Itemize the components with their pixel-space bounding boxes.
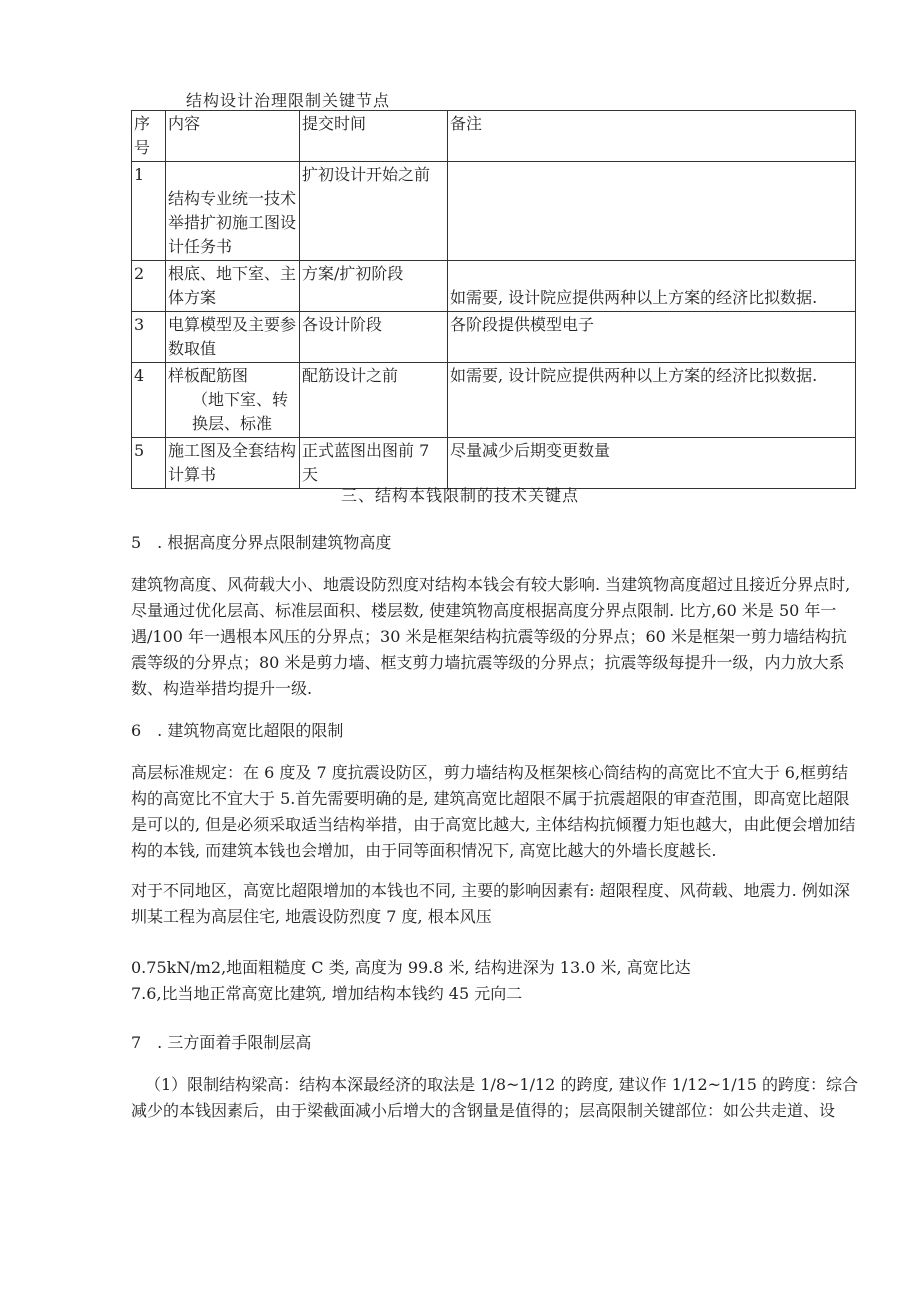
table-row [132,312,856,363]
heading-7: 7 . 三方面着手限制层高 [131,1033,312,1052]
row-content: 样板配筋图 （地下室、转换层、标准 [166,363,300,438]
row-content: 电算模型及主要参数取值 [166,312,300,363]
row-number: 2 [132,261,166,312]
row-time: 方案/扩初阶段 [300,261,448,312]
paragraph-5: 建筑物高度、风荷载大小、地震设防烈度对结构本钱会有较大影响. 当建筑物高度超过且接近分界点时, 尽量通过优化层高、标准层面积、楼层数, 使建筑物高度根据高度分界点限制. 比方,60 米是 50 年一遇/100 年一遇根本风压的分界点；30 米是框架结构抗震等级的分界点；60 米是框架一剪力墙结构抗震等级的分界点；80 米是剪力墙、框支剪力墙抗震等级的分界点；抗震等级每提升一级，内力放大系数、构造举措均提升一级. [131,575,851,698]
row-time: 正式蓝图出图前 7 天 [300,438,448,489]
row-number: 4 [132,363,166,438]
row-note [448,162,856,261]
row-time: 各设计阶段 [300,312,448,363]
table-title: 结构设计治理限制关键节点 [186,91,391,110]
section-title: 三、结构本钱限制的技术关键点 [340,486,579,505]
table-row [132,438,856,489]
key-node-table [131,110,856,489]
row-time: 扩初设计开始之前 [300,162,448,261]
table-header-row [132,111,856,162]
heading-6: 6 . 建筑物高宽比超限的限制 [131,721,344,740]
header-cell: 提交时间 [300,111,448,162]
heading-5: 5 . 根据高度分界点限制建筑物高度 [131,533,392,552]
row-note: 各阶段提供模型电子 [448,312,856,363]
row-note: 如需要, 设计院应提供两种以上方案的经济比拟数据. [448,261,856,312]
row-content: 施工图及全套结构计算书 [166,438,300,489]
paragraph-6a: 高层标准规定：在 6 度及 7 度抗震设防区，剪力墙结构及框架核心筒结构的高宽比不宜大于 6,框剪结构的高宽比不宜大于 5.首先需要明确的是, 建筑高宽比超限不属于抗震超限的审查范围，即高宽比超限是可以的, 但是必须采取适当结构举措，由于高宽比越大, 主体结构抗倾覆力矩也越大，由此便会增加结构的本钱, 而建筑本钱也会增加，由于同等面积情况下, 高宽比越大的外墙长度越长. [131,763,856,860]
row-content: 根底、地下室、主体方案 [166,261,300,312]
paragraph-6c-line2: 7.6,比当地正常高宽比建筑, 增加结构本钱约 45 元向二 [131,984,523,1003]
table-row [132,363,856,438]
row-content: 结构专业统一技术举措扩初施工图设计任务书 [166,162,300,261]
row-time: 配筋设计之前 [300,363,448,438]
row-number: 1 [132,162,166,261]
header-cell: 序号 [132,111,166,162]
table-row [132,261,856,312]
row-number: 3 [132,312,166,363]
paragraph-6c-line1: 0.75kN/m2,地面粗糙度 C 类, 高度为 99.8 米, 结构进深为 13.0 米, 高宽比达 [131,958,691,977]
header-cell: 备注 [448,111,856,162]
table-row [132,162,856,261]
row-number: 5 [132,438,166,489]
paragraph-7: （1）限制结构梁高：结构本深最经济的取法是 1/8~1/12 的跨度, 建议作 1/12~1/15 的跨度：综合减少的本钱因素后，由于梁截面减小后增大的含钢量是值得的；层高限制关键部位：如公共走道、设 [131,1075,859,1120]
row-note: 如需要, 设计院应提供两种以上方案的经济比拟数据. [448,363,856,438]
paragraph-6b: 对于不同地区，高宽比超限增加的本钱也不同, 主要的影响因素有: 超限程度、风荷载、地震力. 例如深圳某工程为高层住宅, 地震设防烈度 7 度, 根本风压 [131,881,850,926]
header-cell: 内容 [166,111,300,162]
row-note: 尽量减少后期变更数量 [448,438,856,489]
